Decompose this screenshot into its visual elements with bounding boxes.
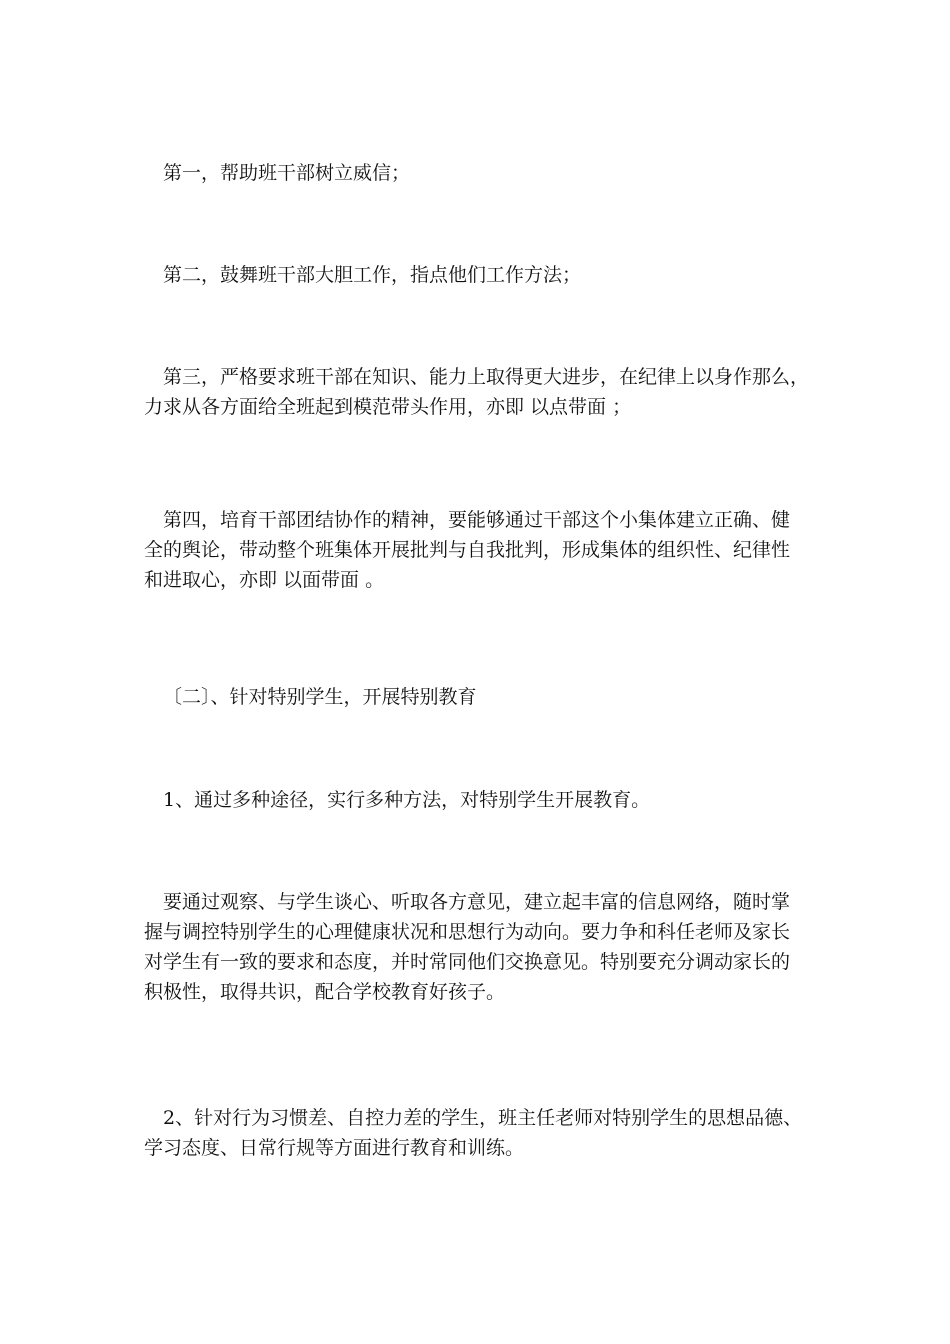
paragraph-line: 学习态度、日常行规等方面进行教育和训练。	[144, 1137, 525, 1159]
paragraph-line: 〔二〕、针对特别学生，开展特别教育	[163, 686, 477, 708]
paragraph-line: 1、通过多种途径，实行多种方法，对特别学生开展教育。	[163, 789, 651, 811]
paragraph-6	[144, 785, 808, 815]
paragraph-3	[144, 362, 808, 422]
paragraph-line: 2、针对行为习惯差、自控力差的学生，班主任老师对特别学生的思想品德、	[163, 1107, 803, 1129]
paragraph-line: 第二，鼓舞班干部大胆工作，指点他们工作方法；	[163, 264, 582, 286]
paragraph-line: 对学生有一致的要求和态度，并时常同他们交换意见。特别要充分调动家长的	[144, 951, 791, 973]
paragraph-4	[144, 505, 808, 595]
paragraph-8	[144, 1103, 808, 1163]
paragraph-line: 握与调控特别学生的心理健康状况和思想行为动向。要力争和科任老师及家长	[144, 921, 791, 943]
section-heading	[144, 682, 808, 712]
paragraph-line: 第三，严格要求班干部在知识、能力上取得更大进步，在纪律上以身作那么，	[163, 366, 810, 388]
paragraph-line: 要通过观察、与学生谈心、听取各方意见，建立起丰富的信息网络，随时掌	[163, 891, 791, 913]
paragraph-line: 全的舆论，带动整个班集体开展批判与自我批判，形成集体的组织性、纪律性	[144, 539, 791, 561]
paragraph-line: 和进取心，亦即 以面带面 。	[144, 569, 385, 591]
paragraph-line: 第四，培育干部团结协作的精神，要能够通过干部这个小集体建立正确、健	[163, 509, 791, 531]
paragraph-1	[144, 158, 808, 188]
paragraph-7	[144, 887, 808, 1007]
paragraph-line: 第一，帮助班干部树立威信；	[163, 162, 411, 184]
paragraph-line: 力求从各方面给全班起到模范带头作用，亦即 以点带面 ；	[144, 396, 632, 418]
paragraph-line: 积极性，取得共识，配合学校教育好孩子。	[144, 981, 506, 1003]
paragraph-2	[144, 260, 808, 290]
